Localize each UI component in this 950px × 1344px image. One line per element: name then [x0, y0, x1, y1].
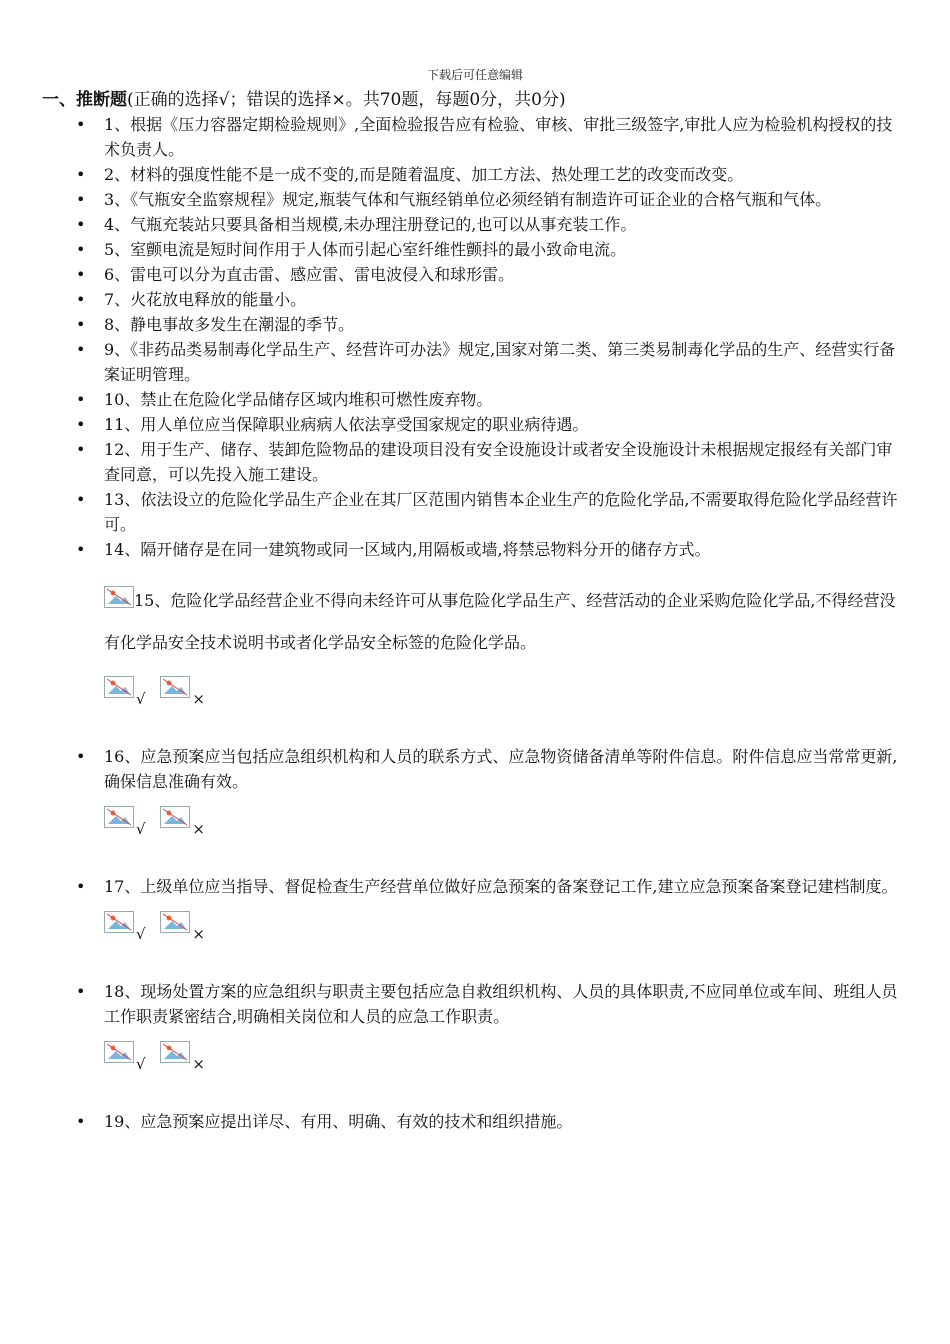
false-mark: × — [192, 690, 205, 708]
true-mark: √ — [136, 1055, 146, 1073]
radio-image-icon — [104, 1041, 134, 1063]
false-option[interactable] — [160, 806, 205, 838]
false-option[interactable] — [160, 911, 205, 943]
list-item: • 10、禁止在危险化学品储存区域内堆积可燃性废弃物。 — [104, 387, 904, 412]
answer-options — [104, 1041, 950, 1071]
list-item: • 19、应急预案应提出详尽、有用、明确、有效的技术和组织措施。 — [104, 1109, 904, 1134]
list-item: • 12、用于生产、储存、装卸危险物品的建设项目没有安全设施设计或者安全设施设计未根据规定报经有关部门审查同意，可以先投入施工建设。 — [104, 437, 904, 487]
radio-image-icon — [104, 806, 134, 828]
list-item: • 11、用人单位应当保障职业病病人依法享受国家规定的职业病待遇。 — [104, 412, 904, 437]
question-15-text: 15、危险化学品经营企业不得向未经许可从事危险化学品生产、经营活动的企业采购危险化学品,不得经营没有化学品安全技术说明书或者化学品安全标签的危险化学品。 — [104, 591, 896, 652]
false-mark: × — [192, 925, 205, 943]
list-item: • 4、气瓶充装站只要具备相当规模,未办理注册登记的,也可以从事充装工作。 — [104, 212, 904, 237]
true-mark: √ — [136, 690, 146, 708]
list-item: • 8、静电事故多发生在潮湿的季节。 — [104, 312, 904, 337]
answer-options — [104, 676, 950, 706]
false-mark: × — [192, 1055, 205, 1073]
answer-options — [104, 806, 950, 836]
question-list — [0, 112, 950, 1134]
list-item: • 18、现场处置方案的应急组织与职责主要包括应急自救组织机构、人员的具体职责,不应同单位或车间、班组人员工作职责紧密结合,明确相关岗位和人员的应急工作职责。 — [104, 979, 904, 1029]
list-item: • 6、雷电可以分为直击雷、感应雷、雷电波侵入和球形雷。 — [104, 262, 904, 287]
list-item: • 17、上级单位应当指导、督促检查生产经营单位做好应急预案的备案登记工作,建立应急预案备案登记建档制度。 — [104, 874, 904, 899]
question-15 — [104, 580, 904, 664]
true-option[interactable] — [104, 1041, 146, 1073]
true-mark: √ — [136, 820, 146, 838]
page-header: 下载后可任意编辑 — [426, 68, 523, 82]
true-option[interactable] — [104, 911, 146, 943]
list-item: • 14、隔开储存是在同一建筑物或同一区域内,用隔板或墙,将禁忌物料分开的储存方式。 — [104, 537, 904, 562]
list-item: • 3、《气瓶安全监察规程》规定,瓶装气体和气瓶经销单位必须经销有制造许可证企业的合格气瓶和气体。 — [104, 187, 904, 212]
list-item: • 7、火花放电释放的能量小。 — [104, 287, 904, 312]
radio-image-icon — [104, 676, 134, 698]
false-option[interactable] — [160, 676, 205, 708]
section-title — [42, 88, 566, 112]
list-item: • 1、根据《压力容器定期检验规则》,全面检验报告应有检验、审核、审批三级签字,审批人应为检验机构授权的技术负责人。 — [104, 112, 904, 162]
radio-image-icon — [104, 911, 134, 933]
false-option[interactable] — [160, 1041, 205, 1073]
radio-image-icon — [160, 806, 190, 828]
section-title-rest: (正确的选择√；错误的选择×。共70题，每题0分，共0分) — [127, 90, 566, 110]
list-item: • 16、应急预案应当包括应急组织机构和人员的联系方式、应急物资储备清单等附件信息。附件信息应当常常更新,确保信息准确有效。 — [104, 744, 904, 794]
list-item: • 5、室颤电流是短时间作用于人体而引起心室纤维性颤抖的最小致命电流。 — [104, 237, 904, 262]
false-mark: × — [192, 820, 205, 838]
radio-image-icon — [160, 1041, 190, 1063]
answer-options — [104, 911, 950, 941]
list-item: • 13、依法设立的危险化学品生产企业在其厂区范围内销售本企业生产的危险化学品,不需要取得危险化学品经营许可。 — [104, 487, 904, 537]
true-option[interactable] — [104, 676, 146, 708]
list-item: • 2、材料的强度性能不是一成不变的,而是随着温度、加工方法、热处理工艺的改变而改变。 — [104, 162, 904, 187]
radio-image-icon — [160, 676, 190, 698]
true-option[interactable] — [104, 806, 146, 838]
section-title-bold: 一、推断题 — [42, 90, 127, 110]
list-item: • 9、《非药品类易制毒化学品生产、经营许可办法》规定,国家对第二类、第三类易制毒化学品的生产、经营实行备案证明管理。 — [104, 337, 904, 387]
radio-image-icon — [160, 911, 190, 933]
true-mark: √ — [136, 925, 146, 943]
broken-image-icon — [104, 586, 134, 608]
